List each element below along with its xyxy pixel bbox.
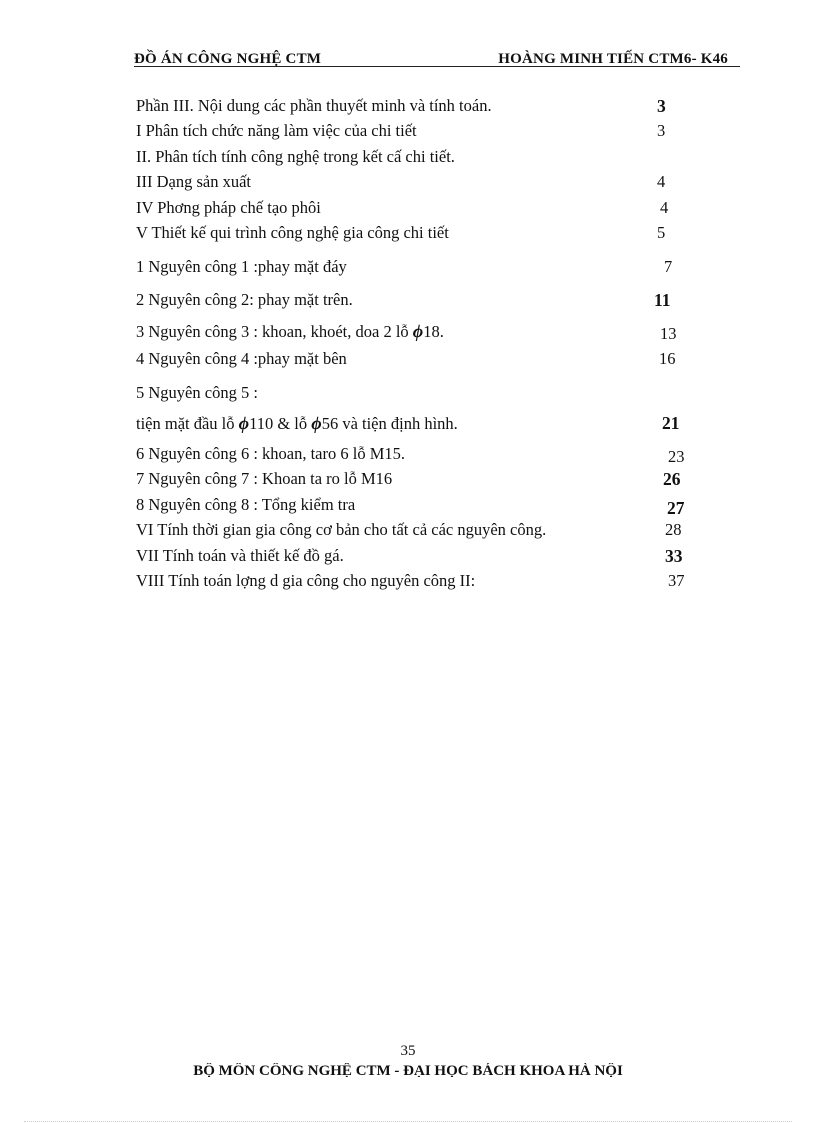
toc-label: VI Tính thời gian gia công cơ bản cho tất cả các nguyên công. [136,520,547,539]
toc-page: 27 [667,498,685,518]
toc-label: V Thiết kế qui trình công nghệ gia công chi tiết [136,223,449,242]
toc-label-part: 3 Nguyên công 3 : khoan, khoét, doa 2 lỗ [136,322,413,341]
toc-row [0,546,816,568]
toc-row [0,571,816,593]
toc-row [0,444,816,466]
toc-label-part: 18. [423,322,444,341]
toc-page: 16 [659,349,676,368]
toc-label: 5 Nguyên công 5 : [136,383,258,402]
phi-symbol-icon: ϕ [412,321,424,341]
toc-page: 21 [662,413,680,433]
toc-row [0,520,816,542]
toc-page: 5 [657,223,666,242]
toc-row [0,413,816,435]
toc-page: 13 [660,324,677,343]
toc-label: II. Phân tích tính công nghệ trong kết cấ chi tiết. [136,147,455,166]
toc-page: 33 [665,546,683,566]
toc-label: 8 Nguyên công 8 : Tổng kiểm tra [136,495,356,514]
toc-row [0,383,816,405]
toc-label: 6 Nguyên công 6 : khoan, taro 6 lỗ M15. [136,444,406,463]
toc-label: I Phân tích chức năng làm việc của chi tiết [136,121,417,140]
toc-row [0,349,816,371]
toc-label: 1 Nguyên công 1 :phay mặt đáy [136,257,347,276]
toc-label: III Dạng sản xuất [136,172,252,191]
phi-symbol-icon: ϕ [311,413,322,433]
toc-row [0,172,816,194]
toc-label [136,321,444,342]
toc-label: VIII Tính toán lợng d gia công cho nguyên công II: [136,571,476,590]
toc-row [0,321,816,343]
toc-label: 7 Nguyên công 7 : Khoan ta ro lỗ M16 [136,469,393,488]
toc-label: Phần III. Nội dung các phần thuyết minh và tính toán. [136,96,492,115]
toc-page: 7 [664,257,673,276]
toc-row [0,147,816,169]
toc-page: 23 [668,447,685,466]
page-footer: BỘ MÔN CÔNG NGHỆ CTM - ĐẠI HỌC BÁCH KHOA HÀ NỘI [193,1063,623,1077]
toc-page: 3 [657,96,666,116]
phi-symbol-icon: ϕ [238,413,250,433]
toc-page: 4 [660,198,669,217]
page-bottom-divider [24,1121,792,1122]
toc-page: 28 [665,520,682,539]
toc-label-part: 110 & lỗ [249,414,312,433]
toc-page: 3 [657,121,666,140]
toc-label: VII Tính toán và thiết kế đồ gá. [136,546,344,565]
toc-row [0,198,816,220]
toc-label-part: tiện mặt đầu lỗ [136,414,239,433]
toc-label: 2 Nguyên công 2: phay mặt trên. [136,290,353,309]
toc-page: 4 [657,172,666,191]
toc-label [136,413,458,434]
toc-row [0,96,816,118]
toc-page: 26 [663,469,681,489]
toc-row [0,290,816,312]
toc-label: IV Phơng pháp chế tạo phôi [136,198,321,217]
header-left-title: ĐỒ ÁN CÔNG NGHỆ CTM [134,51,322,67]
toc-row [0,121,816,143]
toc-label: 4 Nguyên công 4 :phay mặt bên [136,349,347,368]
toc-row [0,223,816,245]
toc-label-part: 56 và tiện định hình. [321,414,458,433]
toc-row [0,257,816,279]
page-number: 35 [400,1043,416,1059]
toc-page: 11 [654,290,671,310]
header-right-author: HOÀNG MINH TIẾN CTM6- K46 [498,51,728,67]
toc-row [0,469,816,491]
toc-page: 37 [668,571,685,590]
toc-row [0,495,816,517]
